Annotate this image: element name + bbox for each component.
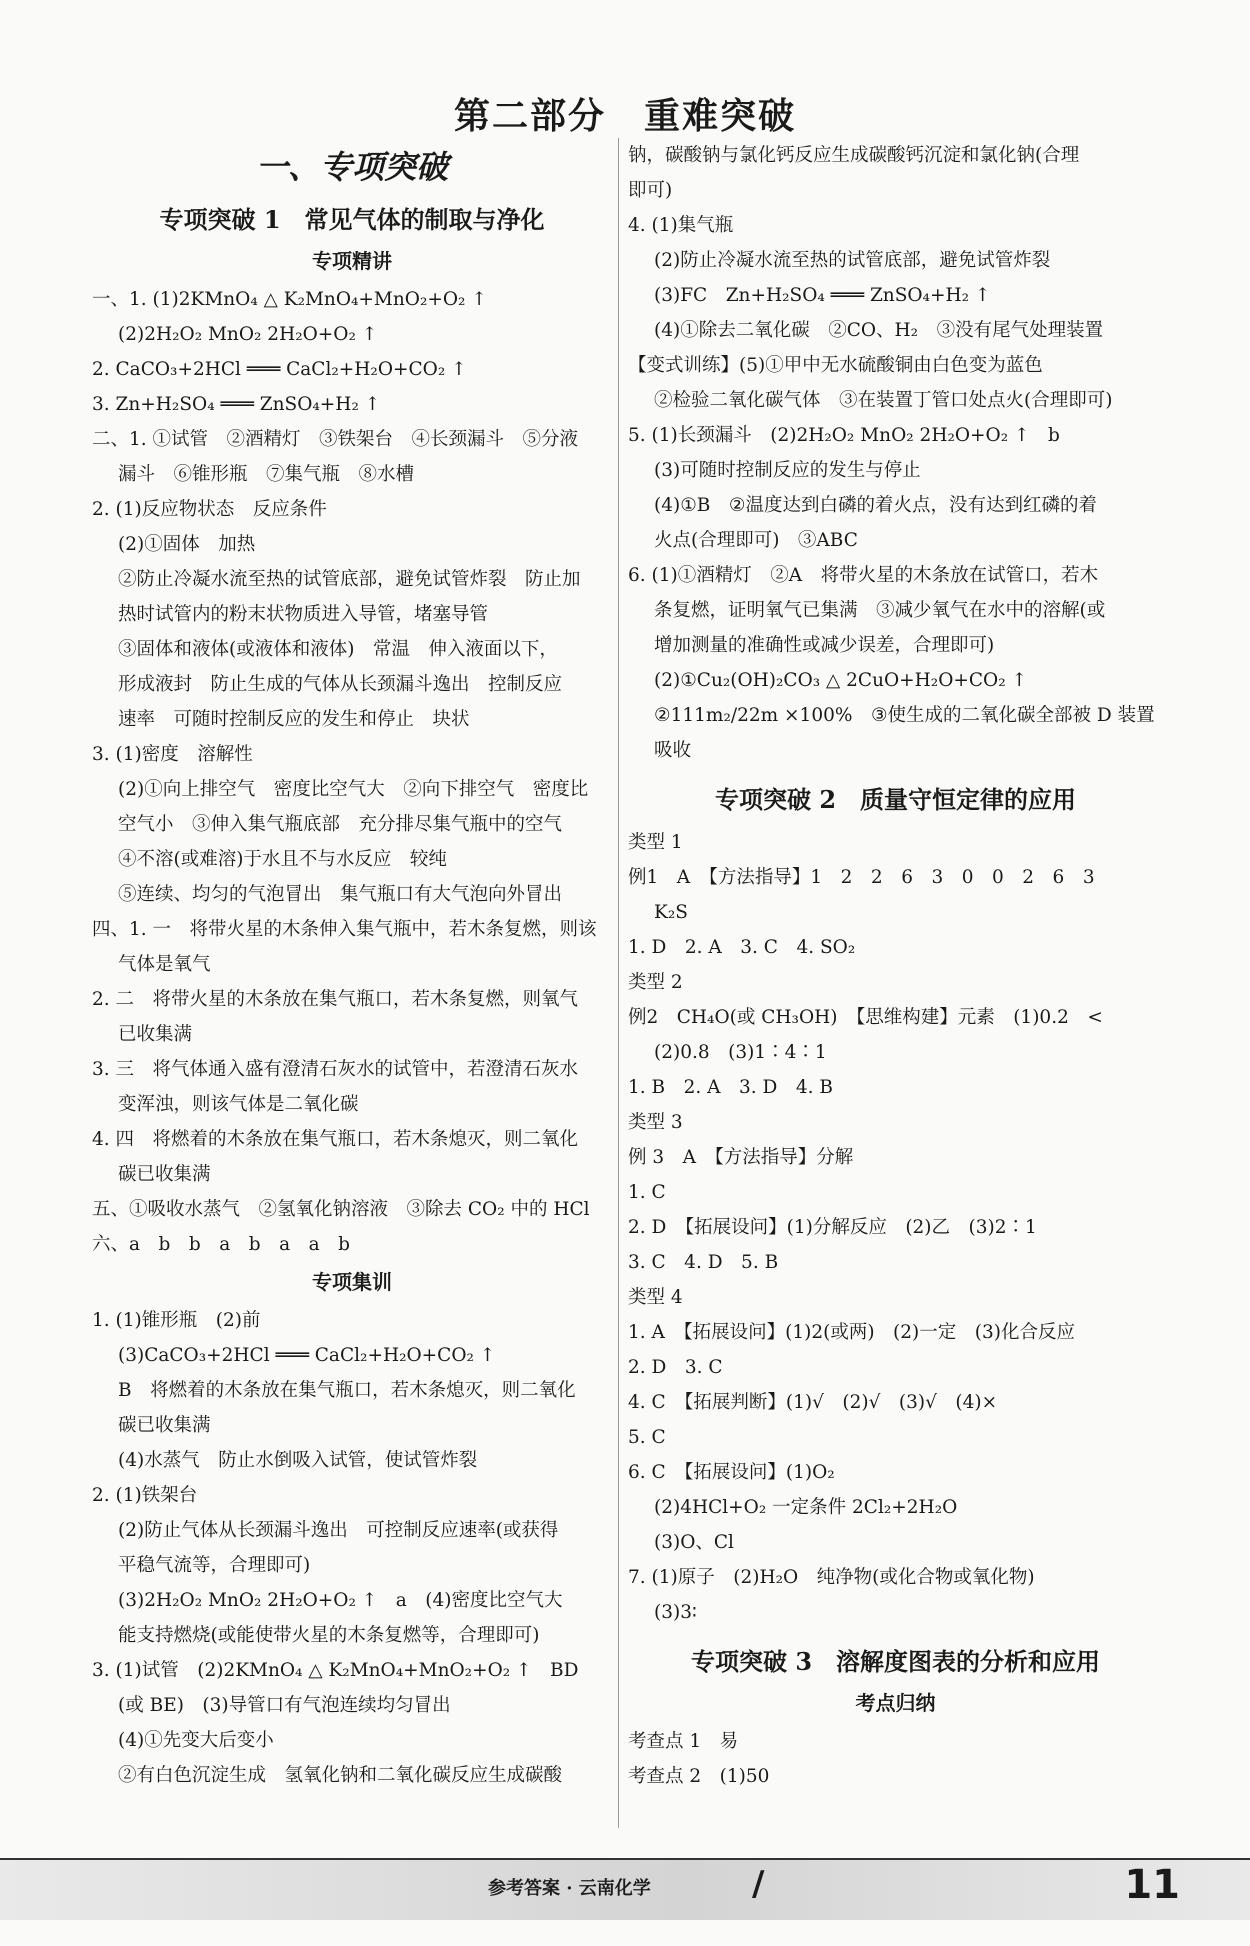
answer-line: K₂S: [654, 902, 688, 923]
answer-line: 气体是氧气: [118, 954, 211, 975]
answer-block-continued: [628, 138, 1163, 768]
subsection-title-lecture: 专项精讲: [312, 249, 392, 273]
answer-line: 考查点 2 (1)50: [628, 1766, 770, 1787]
section-title-1: 专项突破 1 常见气体的制取与净化: [159, 205, 545, 234]
answer-line: (2)①Cu₂(OH)₂CO₃ △ 2CuO+H₂O+CO₂ ↑: [654, 670, 1027, 691]
answer-line: 1. D 2. A 3. C 4. SO₂: [628, 937, 856, 958]
answer-block-lecture: [92, 282, 612, 1262]
answer-line: (2)4HCl+O₂ 一定条件 2Cl₂+2H₂O: [654, 1497, 958, 1518]
footer-slash-decoration: /: [752, 1864, 765, 1904]
answer-line: 类型 2: [628, 972, 683, 993]
answer-line: B 将燃着的木条放在集气瓶口，若木条熄灭，则二氧化: [118, 1380, 576, 1401]
answer-line: 四、1. 一 将带火星的木条伸入集气瓶中，若木条复燃，则该: [92, 919, 597, 940]
answer-line: 漏斗 ⑥锥形瓶 ⑦集气瓶 ⑧水槽: [118, 464, 415, 485]
answer-line: 增加测量的准确性或减少误差，合理即可): [654, 635, 995, 656]
answer-line: 3. C 4. D 5. B: [628, 1252, 779, 1273]
answer-line: 空气小 ③伸入集气瓶底部 充分排尽集气瓶中的空气: [118, 814, 563, 835]
answer-line: 热时试管内的粉末状物质进入导管，堵塞导管: [118, 604, 489, 625]
answer-line: 6. (1)①酒精灯 ②A 将带火星的木条放在试管口，若木: [628, 565, 1099, 586]
answer-line: 能支持燃烧(或能使带火星的木条复燃等，合理即可): [118, 1625, 540, 1646]
answer-line: 4. C 【拓展判断】(1)√ (2)√ (3)√ (4)×: [628, 1392, 998, 1413]
answer-line: 1. C: [628, 1182, 666, 1203]
answer-block-training: [92, 1303, 612, 1793]
page-footer: [0, 1858, 1250, 1920]
section-title-3: 专项突破 3 溶解度图表的分析和应用: [690, 1647, 1101, 1676]
answer-line: ②防止冷凝水流至热的试管底部，避免试管炸裂 防止加: [118, 569, 581, 590]
answer-line: 例2 CH₄O(或 CH₃OH) 【思维构建】元素 (1)0.2 <: [628, 1007, 1103, 1028]
answer-line: (2)2H₂O₂ MnO₂ 2H₂O+O₂ ↑: [118, 324, 378, 345]
answer-line: 3. (1)试管 (2)2KMnO₄ △ K₂MnO₄+MnO₂+O₂ ↑ BD: [92, 1660, 579, 1681]
answer-line: 【变式训练】(5)①甲中无水硫酸铜由白色变为蓝色: [628, 355, 1043, 376]
column-divider: [618, 138, 619, 1828]
answer-line: 1. (1)锥形瓶 (2)前: [92, 1310, 261, 1331]
answer-line: 碳已收集满: [118, 1415, 211, 1436]
answer-line: 类型 3: [628, 1112, 683, 1133]
answer-line: (2)防止气体从长颈漏斗逸出 可控制反应速率(或获得: [118, 1520, 559, 1541]
answer-line: 例1 A 【方法指导】1 2 2 6 3 0 0 2 6 3: [628, 867, 1095, 888]
answer-line: 4. 四 将燃着的木条放在集气瓶口，若木条熄灭，则二氧化: [92, 1129, 579, 1150]
answer-line: (3)可随时控制反应的发生与停止: [654, 460, 921, 481]
answer-line: ②有白色沉淀生成 氢氧化钠和二氧化碳反应生成碳酸: [118, 1765, 563, 1786]
answer-line: 即可): [628, 180, 673, 201]
answer-line: 2. (1)铁架台: [92, 1485, 198, 1506]
answer-line: ④不溶(或难溶)于水且不与水反应 较纯: [118, 849, 447, 870]
answer-line: 吸收: [654, 740, 692, 761]
answer-line: 一、1. (1)2KMnO₄ △ K₂MnO₄+MnO₂+O₂ ↑: [92, 289, 487, 310]
answer-line: 4. (1)集气瓶: [628, 215, 734, 236]
answer-line: 1. A 【拓展设问】(1)2(或两) (2)一定 (3)化合反应: [628, 1322, 1075, 1343]
page-title: 第二部分 重难突破: [453, 96, 796, 137]
answer-line: 钠，碳酸钠与氯化钙反应生成碳酸钙沉淀和氯化钠(合理: [628, 145, 1080, 166]
answer-line: (4)水蒸气 防止水倒吸入试管，使试管炸裂: [118, 1450, 478, 1471]
answer-line: 3. (1)密度 溶解性: [92, 744, 253, 765]
answer-line: 6. C 【拓展设问】(1)O₂: [628, 1462, 835, 1483]
answer-line: 形成液封 防止生成的气体从长颈漏斗逸出 控制反应: [118, 674, 563, 695]
answer-line: 例 3 A 【方法指导】分解: [628, 1147, 854, 1168]
subsection-title-training: 专项集训: [312, 1270, 392, 1294]
answer-line: (2)①向上排空气 密度比空气大 ②向下排空气 密度比: [118, 779, 589, 800]
answer-line: 六、a b b a b a a b: [92, 1234, 350, 1255]
answer-line: (2)0.8 (3)1∶4∶1: [654, 1042, 827, 1063]
page-number: 11: [1124, 1862, 1180, 1908]
answer-line: (4)①先变大后变小: [118, 1730, 274, 1751]
answer-line: 2. D 3. C: [628, 1357, 723, 1378]
answer-line: (4)①B ②温度达到白磷的着火点，没有达到红磷的着: [654, 495, 1097, 516]
footer-label: 参考答案 · 云南化学: [488, 1878, 651, 1899]
answer-block-mass-conservation: [628, 825, 1163, 1630]
answer-line: (2)防止冷凝水流至热的试管底部，避免试管炸裂: [654, 250, 1051, 271]
answer-line: (3)FC Zn+H₂SO₄ ═══ ZnSO₄+H₂ ↑: [654, 285, 991, 306]
answer-line: 火点(合理即可) ③ABC: [654, 530, 858, 551]
answer-line: (2)①固体 加热: [118, 534, 256, 555]
answer-line: (3)2H₂O₂ MnO₂ 2H₂O+O₂ ↑ a (4)密度比空气大: [118, 1590, 563, 1611]
left-column: [92, 138, 612, 1793]
answer-line: 5. C: [628, 1427, 666, 1448]
answer-line: 类型 1: [628, 832, 683, 853]
answer-line: 考查点 1 易: [628, 1731, 739, 1752]
answer-line: 五、①吸收水蒸气 ②氢氧化钠溶液 ③除去 CO₂ 中的 HCl: [92, 1199, 590, 1220]
answer-line: (3)3∶: [654, 1602, 697, 1623]
answer-line: 条复燃，证明氧气已集满 ③减少氧气在水中的溶解(或: [654, 600, 1106, 621]
right-column: [628, 138, 1163, 1794]
part-heading: 一、专项突破: [255, 148, 448, 186]
answer-line: 5. (1)长颈漏斗 (2)2H₂O₂ MnO₂ 2H₂O+O₂ ↑ b: [628, 425, 1060, 446]
answer-line: (4)①除去二氧化碳 ②CO、H₂ ③没有尾气处理装置: [654, 320, 1104, 341]
answer-line: 已收集满: [118, 1024, 193, 1045]
section-title-2: 专项突破 2 质量守恒定律的应用: [714, 785, 1077, 814]
answer-line: 类型 4: [628, 1287, 683, 1308]
answer-line: 3. 三 将气体通入盛有澄清石灰水的试管中，若澄清石灰水: [92, 1059, 579, 1080]
answer-line: 7. (1)原子 (2)H₂O 纯净物(或化合物或氧化物): [628, 1567, 1035, 1588]
answer-line: 1. B 2. A 3. D 4. B: [628, 1077, 834, 1098]
answer-line: 平稳气流等，合理即可): [118, 1555, 311, 1576]
answer-line: 2. 二 将带火星的木条放在集气瓶口，若木条复燃，则氧气: [92, 989, 579, 1010]
answer-line: 2. CaCO₃+2HCl ═══ CaCl₂+H₂O+CO₂ ↑: [92, 359, 467, 380]
subsection-title-points: 考点归纳: [855, 1691, 936, 1715]
answer-line: 二、1. ①试管 ②酒精灯 ③铁架台 ④长颈漏斗 ⑤分液: [92, 429, 579, 450]
answer-line: ③固体和液体(或液体和液体) 常温 伸入液面以下，: [118, 639, 558, 660]
answer-line: ⑤连续、均匀的气泡冒出 集气瓶口有大气泡向外冒出: [118, 884, 563, 905]
answer-line: (或 BE) (3)导管口有气泡连续均匀冒出: [118, 1695, 451, 1716]
answer-line: 2. (1)反应物状态 反应条件: [92, 499, 327, 520]
answer-line: ②111m₂/22m ×100% ③使生成的二氧化碳全部被 D 装置: [654, 705, 1155, 726]
answer-line: 3. Zn+H₂SO₄ ═══ ZnSO₄+H₂ ↑: [92, 394, 381, 415]
answer-line: 碳已收集满: [118, 1164, 211, 1185]
answer-line: 变浑浊，则该气体是二氧化碳: [118, 1094, 359, 1115]
answer-block-solubility: [628, 1724, 1163, 1794]
answer-line: (3)O、Cl: [654, 1532, 734, 1553]
answer-line: ②检验二氧化碳气体 ③在装置丁管口处点火(合理即可): [654, 390, 1113, 411]
answer-line: (3)CaCO₃+2HCl ═══ CaCl₂+H₂O+CO₂ ↑: [118, 1345, 496, 1366]
answer-line: 2. D 【拓展设问】(1)分解反应 (2)乙 (3)2∶1: [628, 1217, 1037, 1238]
answer-line: 速率 可随时控制反应的发生和停止 块状: [118, 709, 470, 730]
